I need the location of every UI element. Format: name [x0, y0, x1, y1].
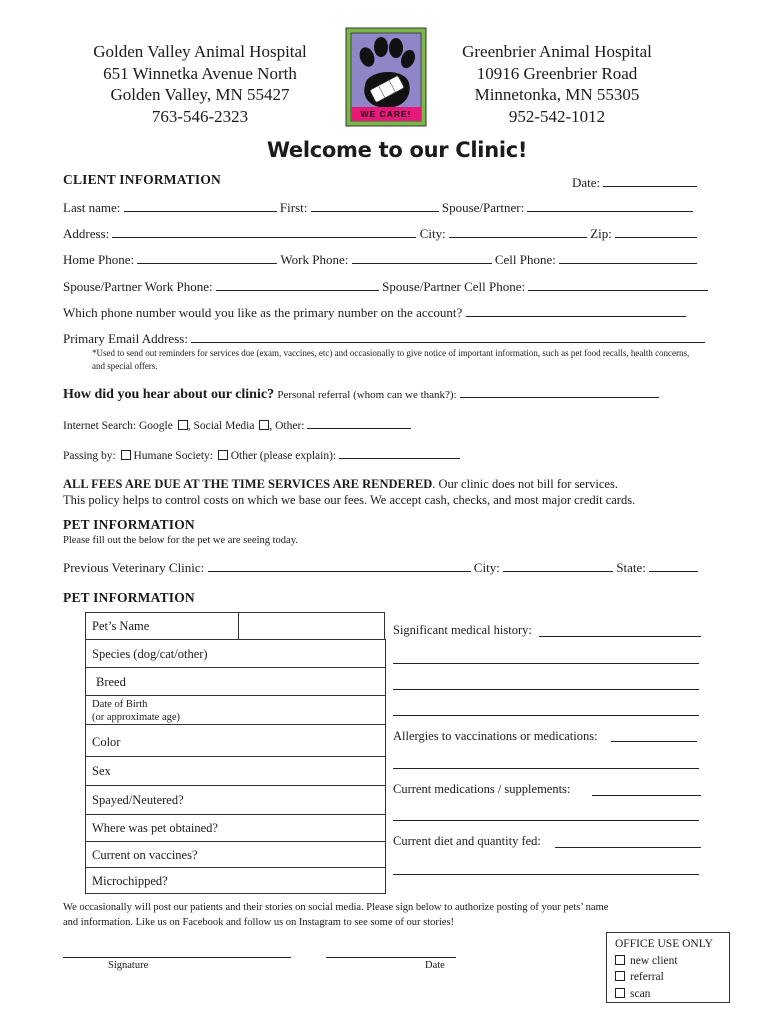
- fees-rest-text: . Our clinic does not bill for services.: [432, 477, 618, 491]
- social-consent-line-2: and information. Like us on Facebook and follow us on Instagram to see some of our stories!: [63, 917, 455, 928]
- humane-society-checkbox[interactable]: [218, 450, 228, 460]
- date-label: Date:: [572, 175, 601, 190]
- medications-label: Current medications / supplements:: [393, 782, 571, 796]
- spouse-work-label: Spouse/Partner Work Phone:: [63, 279, 213, 294]
- cell-phone-label: Cell Phone:: [494, 252, 556, 267]
- signature-date-line[interactable]: [326, 957, 456, 958]
- left-clinic-name: Golden Valley Animal Hospital: [93, 42, 307, 61]
- other-line[interactable]: [307, 416, 411, 429]
- city-label: City:: [419, 226, 446, 241]
- allergies-label: Allergies to vaccinations or medications:: [393, 729, 598, 743]
- previous-vet-row: [63, 559, 698, 576]
- logo-banner-text: WE CARE!: [360, 109, 412, 119]
- sex-label[interactable]: Sex: [85, 756, 386, 786]
- home-phone-line[interactable]: [137, 251, 277, 264]
- first-name-line[interactable]: [311, 199, 439, 212]
- microchipped-label[interactable]: Microchipped?: [85, 867, 386, 894]
- breed-label[interactable]: Breed: [85, 667, 386, 696]
- medical-history-line-3[interactable]: [393, 689, 699, 690]
- signature-label: Signature: [108, 960, 149, 971]
- work-phone-label: Work Phone:: [280, 252, 349, 267]
- other-label: , Other:: [269, 420, 305, 432]
- medical-history-line-4[interactable]: [393, 715, 699, 716]
- office-use-heading: OFFICE USE ONLY: [615, 938, 713, 950]
- date-line[interactable]: [603, 174, 697, 187]
- passing-by-checkbox[interactable]: [121, 450, 131, 460]
- office-referral[interactable]: [615, 969, 729, 986]
- left-clinic-city: Golden Valley, MN 55427: [110, 85, 290, 104]
- vet-city-label: City:: [473, 560, 500, 575]
- fees-line-1: [63, 477, 618, 492]
- fees-bold-text: ALL FEES ARE DUE AT THE TIME SERVICES ARE RENDERED: [63, 477, 433, 491]
- clinic-logo: [345, 27, 427, 127]
- pet-info-heading-1: PET INFORMATION: [63, 517, 195, 532]
- vet-state-line[interactable]: [649, 559, 698, 572]
- spouse-cell-line[interactable]: [528, 278, 708, 291]
- diet-line-2[interactable]: [393, 874, 699, 875]
- medical-history-line-1[interactable]: [539, 636, 701, 637]
- right-clinic-city: Minnetonka, MN 55305: [474, 85, 640, 104]
- color-label[interactable]: Color: [85, 724, 386, 757]
- vet-state-label: State:: [616, 560, 646, 575]
- vaccines-label[interactable]: Current on vaccines?: [85, 841, 386, 868]
- cell-phone-line[interactable]: [559, 251, 697, 264]
- right-clinic-address: 10916 Greenbrier Road: [476, 63, 638, 83]
- email-row: [63, 330, 705, 347]
- right-clinic-block: [417, 41, 697, 127]
- signature-line[interactable]: [63, 957, 291, 958]
- left-clinic-phone: 763-546-2323: [151, 106, 249, 126]
- office-use-box: [606, 932, 730, 1003]
- diet-label: Current diet and quantity fed:: [393, 834, 541, 848]
- work-phone-line[interactable]: [352, 251, 492, 264]
- phone-row: [63, 251, 697, 268]
- passing-row: [63, 446, 460, 462]
- office-scan[interactable]: [615, 986, 729, 1003]
- left-clinic-address: 651 Winnetka Avenue North: [103, 63, 297, 83]
- right-clinic-name: Greenbrier Animal Hospital: [462, 42, 652, 61]
- spouse-line[interactable]: [527, 199, 693, 212]
- social-consent-line-1: We occasionally will post our patients and their stories on social media. Please sign below to authorize posting of your pets’ name: [63, 902, 609, 913]
- obtained-label[interactable]: Where was pet obtained?: [85, 814, 386, 842]
- pet-info-subtext: Please fill out the below for the pet we are seeing today.: [63, 535, 298, 546]
- pet-name-input[interactable]: [238, 612, 385, 640]
- signature-date-label: Date: [425, 960, 445, 971]
- first-name-label: First:: [279, 200, 308, 215]
- primary-phone-row: [63, 304, 686, 321]
- home-phone-label: Home Phone:: [63, 252, 135, 267]
- address-line[interactable]: [112, 225, 416, 238]
- spouse-cell-label: Spouse/Partner Cell Phone:: [382, 279, 526, 294]
- google-label: Internet Search: Google: [63, 420, 173, 432]
- new-client-label: new client: [630, 954, 678, 967]
- internet-row: [63, 416, 411, 432]
- scan-checkbox[interactable]: [615, 988, 625, 998]
- new-client-checkbox[interactable]: [615, 955, 625, 965]
- passing-by-label: Passing by:: [63, 450, 116, 462]
- spouse-work-line[interactable]: [216, 278, 379, 291]
- address-row: [63, 225, 697, 242]
- hear-question: How did you hear about our clinic?: [63, 387, 275, 402]
- dob-label: Date of Birth: [92, 699, 148, 710]
- spouse-phone-row: [63, 278, 708, 295]
- diet-line-1[interactable]: [555, 847, 701, 848]
- dob-sublabel: (or approximate age): [92, 712, 181, 723]
- last-name-line[interactable]: [124, 199, 277, 212]
- species-label[interactable]: Species (dog/cat/other): [85, 639, 386, 668]
- pet-name-label: Pet’s Name: [85, 612, 239, 640]
- other-explain-label: Other (please explain):: [230, 450, 337, 462]
- medical-history-label: Significant medical history:: [393, 623, 532, 637]
- address-label: Address:: [63, 226, 110, 241]
- email-label: Primary Email Address:: [63, 331, 188, 346]
- scan-label: scan: [630, 987, 651, 1000]
- name-row: [63, 199, 693, 216]
- spayed-label[interactable]: Spayed/Neutered?: [85, 785, 386, 815]
- medications-line-1[interactable]: [592, 795, 701, 796]
- last-name-label: Last name:: [63, 200, 121, 215]
- pet-info-heading-2: PET INFORMATION: [63, 590, 195, 605]
- primary-phone-line[interactable]: [466, 304, 686, 317]
- left-clinic-block: [60, 41, 340, 127]
- city-line[interactable]: [449, 225, 587, 238]
- allergies-line-1[interactable]: [611, 741, 697, 742]
- client-info-heading: CLIENT INFORMATION: [63, 172, 221, 187]
- referral-label: Personal referral (whom can we thank?):: [277, 389, 457, 401]
- email-note: *Used to send out reminders for services due (exam, vaccines, etc) and occasionally to give notice of important information, such as pet food recalls, health concerns, and special offers.: [92, 348, 690, 371]
- dob-cell[interactable]: [85, 695, 386, 725]
- fees-line-2: This policy helps to control costs on which we base our fees. We accept cash, checks, and most major credit cards.: [63, 493, 636, 507]
- hear-row: [63, 385, 659, 403]
- right-clinic-phone: 952-542-1012: [508, 106, 606, 126]
- zip-line[interactable]: [615, 225, 697, 238]
- previous-vet-label: Previous Veterinary Clinic:: [63, 560, 205, 575]
- social-media-label: , Social Media: [187, 420, 255, 432]
- humane-society-label: Humane Society:: [133, 450, 213, 462]
- medications-line-2[interactable]: [393, 820, 699, 821]
- vet-city-line[interactable]: [503, 559, 613, 572]
- date-field[interactable]: [572, 174, 697, 191]
- medical-history-line-2[interactable]: [393, 663, 699, 664]
- other-explain-line[interactable]: [339, 446, 460, 459]
- email-line[interactable]: [191, 330, 705, 343]
- allergies-line-2[interactable]: [393, 768, 699, 769]
- page-title: Welcome to our Clinic!: [266, 138, 528, 162]
- spouse-label: Spouse/Partner:: [441, 200, 525, 215]
- google-checkbox[interactable]: [178, 420, 188, 430]
- referral-checkbox[interactable]: [615, 971, 625, 981]
- social-media-consent: [63, 900, 608, 930]
- primary-phone-question: Which phone number would you like as the primary number on the account?: [63, 305, 463, 320]
- zip-label: Zip:: [590, 226, 612, 241]
- office-new-client[interactable]: [615, 953, 729, 970]
- referral-office-label: referral: [630, 971, 664, 983]
- previous-vet-line[interactable]: [208, 559, 471, 572]
- referral-line[interactable]: [460, 385, 659, 398]
- social-media-checkbox[interactable]: [259, 420, 269, 430]
